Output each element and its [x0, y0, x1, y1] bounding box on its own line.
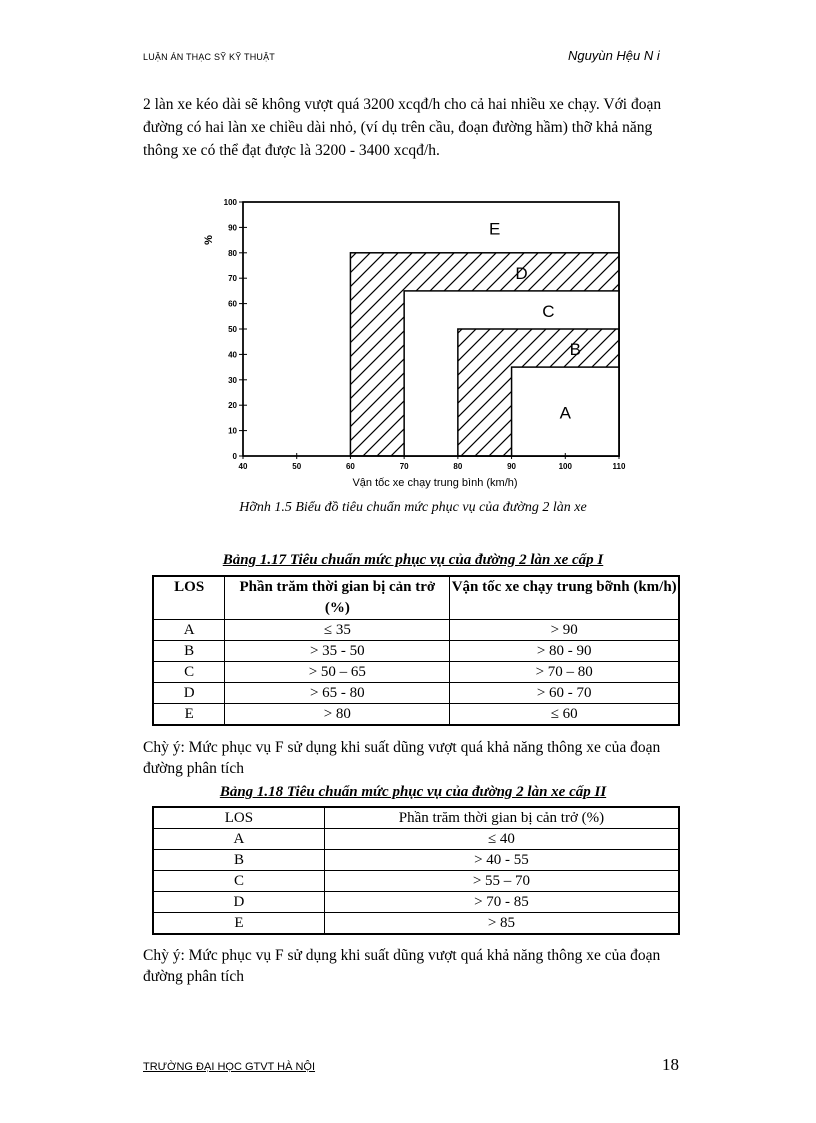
table-row: [153, 683, 679, 704]
table-cell: > 70 - 85: [324, 892, 679, 913]
note-1: Chỳ ý: Mức phục vụ F sử dụng khi suất dũng vượt quá khả năng thông xe của đoạn đường phân tích: [143, 739, 661, 777]
table-cell: D: [153, 683, 225, 704]
x-tick-label: 110: [612, 462, 626, 471]
table-row: [153, 704, 679, 726]
column-header-speed: Vận tốc xe chạy trung bỡnh (km/h): [450, 576, 679, 620]
table-cell: > 35 - 50: [225, 641, 450, 662]
x-tick-label: 50: [292, 462, 302, 471]
table-cell: C: [153, 662, 225, 683]
x-tick-label: 80: [453, 462, 463, 471]
table-cell: ≤ 40: [324, 829, 679, 850]
y-tick-label: 90: [228, 223, 237, 233]
region-label-e: E: [489, 219, 501, 239]
los-chart-svg: [195, 190, 635, 495]
table-header-row: [153, 807, 679, 829]
page-number: 18: [662, 1055, 679, 1074]
region-label-b: B: [569, 340, 581, 360]
y-tick-label: 0: [232, 452, 237, 461]
y-tick-label: 10: [228, 426, 237, 436]
table-cell: ≤ 35: [225, 620, 450, 641]
running-header-left: LUẬN ÁN THẠC SỸ KỸ THUẬT: [143, 52, 275, 62]
body-paragraph: 2 làn xe kéo dài sẽ không vượt quá 3200 xcqđ/h cho cả hai nhiều xe chạy. Với đoạn đường có hai làn xe chiều dài nhỏ, (ví dụ trên cầu, đoạn đường hầm) thỡ khả năng thông xe có thể đạt được là 3200 - 3400 xcqđ/h.: [143, 96, 662, 159]
table-cell: > 85: [324, 913, 679, 935]
table-row: [153, 850, 679, 871]
table-cell: E: [153, 913, 324, 935]
table-cell: > 50 – 65: [225, 662, 450, 683]
x-axis-label: Vận tốc xe chạy trung bình (km/h): [352, 477, 518, 489]
table-row: [153, 620, 679, 641]
column-header-percent-delay: Phần trăm thời gian bị cản trở (%): [324, 807, 679, 829]
region-label-c: C: [542, 301, 555, 321]
los-chart: [195, 190, 635, 495]
table-cell: > 60 - 70: [450, 683, 679, 704]
y-tick-label: 60: [228, 299, 237, 309]
x-tick-label: 90: [507, 462, 517, 471]
table-cell: B: [153, 641, 225, 662]
y-tick-label: 50: [228, 325, 237, 334]
region-label-d: D: [515, 263, 528, 283]
y-tick-label: 70: [228, 274, 237, 284]
table-cell: > 40 - 55: [324, 850, 679, 871]
table-cell: B: [153, 850, 324, 871]
table2-caption: Bảng 1.18 Tiêu chuẩn mức phục vụ của đường 2 làn xe cấp II: [219, 784, 607, 800]
x-tick-label: 60: [345, 462, 355, 471]
y-tick-label: 40: [228, 350, 237, 360]
table-cell: > 80: [225, 704, 450, 726]
footer-institution: TRƯỜNG ĐẠI HỌC GTVT HÀ NỘI: [143, 1061, 316, 1073]
table-cell: D: [153, 892, 324, 913]
los-table-class1: [152, 575, 680, 726]
region-label-a: A: [559, 403, 571, 423]
table-header-row: [153, 576, 679, 620]
table-row: [153, 662, 679, 683]
table-cell: > 80 - 90: [450, 641, 679, 662]
table-cell: > 55 – 70: [324, 871, 679, 892]
column-header-los: LOS: [153, 576, 225, 620]
note-2: Chỳ ý: Mức phục vụ F sử dụng khi suất dũng vượt quá khả năng thông xe của đoạn đường phân tích: [143, 947, 661, 985]
y-axis-label: %: [203, 235, 215, 245]
figure-caption: Hỡnh 1.5 Biểu đồ tiêu chuẩn mức phục vụ của đường 2 làn xe: [239, 500, 587, 515]
los-table-class2: [152, 806, 680, 935]
table-row: [153, 829, 679, 850]
table-row: [153, 913, 679, 935]
table-row: [153, 641, 679, 662]
running-header-right: Nguyùn Hệu N i: [568, 48, 660, 63]
table-cell: A: [153, 620, 225, 641]
table-cell: > 90: [450, 620, 679, 641]
table-cell: C: [153, 871, 324, 892]
column-header-los: LOS: [153, 807, 324, 829]
table-cell: A: [153, 829, 324, 850]
table-cell: > 65 - 80: [225, 683, 450, 704]
table-cell: E: [153, 704, 225, 726]
x-tick-label: 40: [238, 462, 248, 471]
table-row: [153, 892, 679, 913]
table-cell: > 70 – 80: [450, 662, 679, 683]
y-tick-label: 20: [228, 401, 237, 411]
y-tick-label: 30: [228, 375, 237, 385]
table-row: [153, 871, 679, 892]
table-cell: ≤ 60: [450, 704, 679, 726]
column-header-percent-delay: Phần trăm thời gian bị cản trở (%): [225, 576, 450, 620]
y-tick-label: 80: [228, 248, 237, 258]
table1-caption: Bảng 1.17 Tiêu chuẩn mức phục vụ của đường 2 làn xe cấp I: [222, 552, 604, 568]
x-tick-label: 100: [558, 462, 572, 471]
y-tick-label: 100: [223, 198, 237, 207]
x-tick-label: 70: [399, 462, 409, 471]
